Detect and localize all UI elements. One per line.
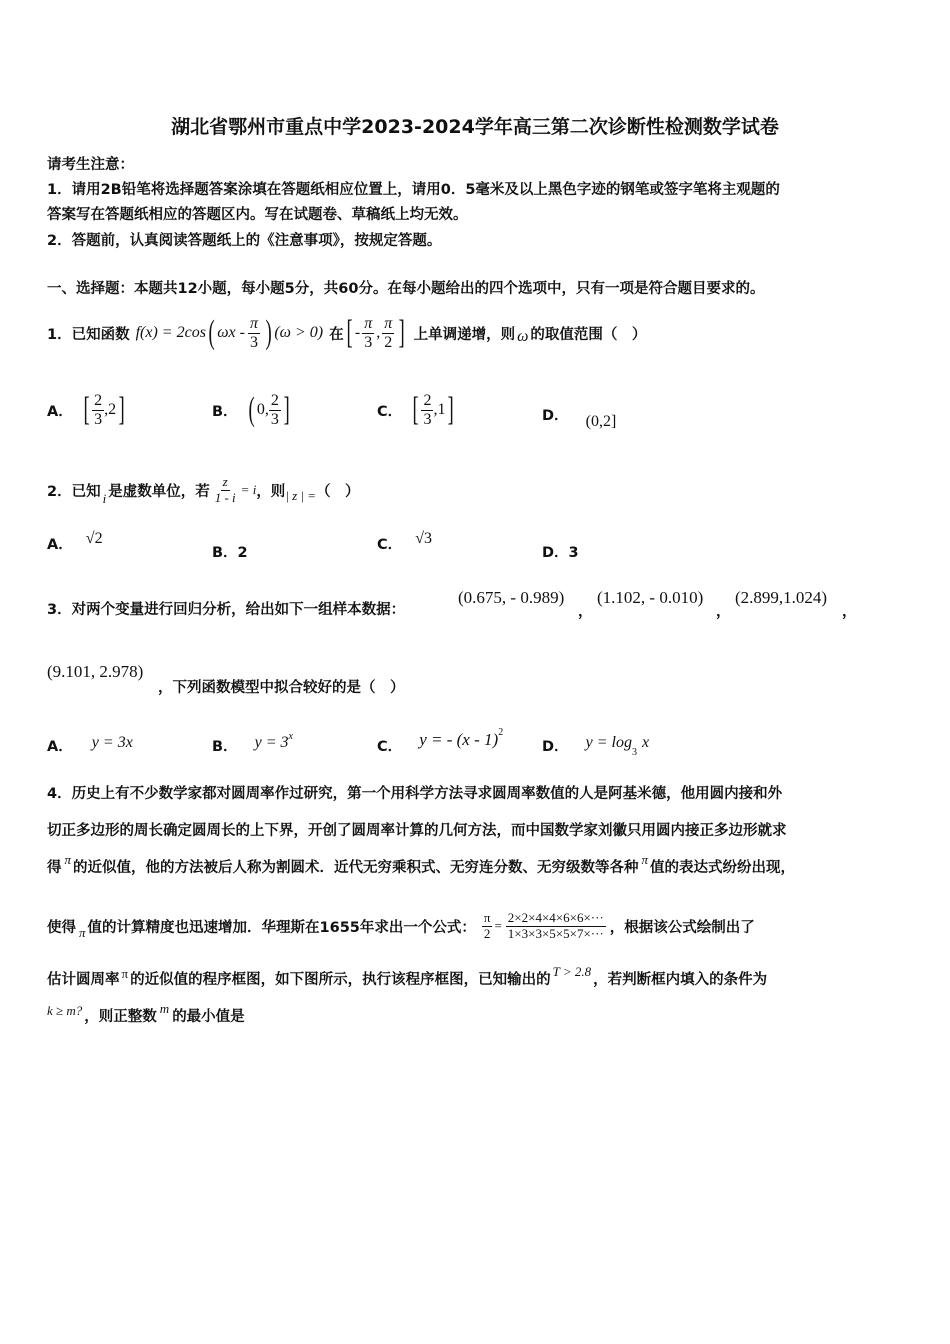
q3-point-4: (9.101, 2.978)	[47, 662, 144, 681]
q4-line-5c: ，若判断框内填入的条件为	[593, 972, 768, 988]
q2-option-a-label: A．	[47, 537, 73, 553]
q3-option-c-label: C．	[377, 739, 403, 755]
q1-paren-close: )	[265, 314, 272, 351]
q3-point-2: (1.102, - 0.010)	[597, 588, 704, 607]
q4-line-4c: ，根据该公式绘制出了	[609, 919, 755, 936]
q2-den: 1 - i	[214, 489, 236, 505]
q1-suffix-2: 的取值范围（ ）	[530, 326, 647, 343]
q2-mid: 是虚数单位，若	[108, 483, 210, 500]
q1-condition: (ω > 0)	[274, 324, 324, 341]
q3-c-value: y = - (x - 1)	[419, 730, 499, 749]
q4-pi-2: π	[641, 852, 649, 867]
q2-option-a	[47, 530, 103, 554]
q4-line-5a: 估计圆周率	[47, 972, 120, 988]
q3-tail: ，下列函数模型中拟合较好的是（ ）	[158, 680, 405, 696]
q1-three: 3	[249, 333, 258, 351]
q1-omega: ω	[517, 328, 529, 345]
q3-option-a-label: A．	[47, 739, 73, 755]
q1-pi-over-3	[248, 315, 260, 351]
q2-then: ，则	[256, 483, 286, 500]
q1-b-den: 3	[270, 410, 279, 428]
q4-pi-3: π	[79, 925, 86, 940]
q3-option-c	[377, 727, 504, 756]
q1-option-c: C． [ $\frac{2}{3}$ ,1 ]	[377, 391, 455, 428]
q3-option-b-label: B．	[212, 739, 238, 755]
q4-f-num: π	[483, 910, 491, 926]
q3-point-1: (0.675, - 0.989)	[458, 588, 565, 607]
q4-f-den: 2	[483, 925, 491, 941]
q4-m: m	[159, 1001, 170, 1016]
q1-option-a-label: A．	[47, 403, 73, 420]
q1-pi-over-2	[382, 315, 394, 351]
q2-c-value: √3	[415, 530, 432, 547]
q4-f-eq: =	[494, 918, 502, 933]
q4-wallis-product	[506, 911, 606, 941]
q2-option-d: D．3	[542, 545, 579, 561]
q4-pi-over-2	[482, 911, 493, 941]
q1-option-b: B． ( 0, $\frac{2}{3}$ ]	[212, 391, 290, 428]
q4-line-3	[47, 852, 796, 877]
notice-line-2: 答案写在答题纸相应的答题区内。写在试题卷、草稿纸上均无效。	[47, 207, 468, 223]
q4-pi-1: π	[64, 852, 72, 867]
q1-two: 2	[384, 333, 393, 351]
q1-pi-2: π	[364, 314, 373, 332]
q3-option-b	[212, 731, 293, 756]
q2-option-c-label: C．	[377, 537, 403, 553]
q1-function: f(x) = 2cos	[135, 324, 206, 341]
q2-option-b: B．2	[212, 545, 248, 561]
q3-c-sup: 2	[498, 727, 504, 739]
q1-option-d	[542, 404, 617, 430]
q3-prefix: 3．对两个变量进行回归分析，给出如下一组样本数据：	[47, 602, 406, 618]
q1-c-den: 3	[423, 410, 432, 428]
q4-p-den: 1×3×3×5×5×7×···	[507, 925, 604, 941]
q4-line-6	[47, 1001, 245, 1026]
q2-absz: | z | =	[285, 488, 317, 503]
q4-line-6a: ，则正整数	[84, 1009, 157, 1025]
q3-a-value: y = 3x	[91, 734, 133, 751]
section-heading: 一、选择题：本题共12小题，每小题5分，共60分。在每小题给出的四个选项中，只有一项是符合题目要求的。	[47, 281, 765, 297]
q4-p-num: 2×2×4×4×6×6×···	[507, 910, 604, 926]
q4-line-6b: 的最小值是	[172, 1009, 245, 1025]
q1-three-2: 3	[364, 333, 373, 351]
notice-line-1: 1．请用2B铅笔将选择题答案涂填在答题纸相应位置上，请用0．5毫米及以上黑色字迹的钢笔或签字笔将主观题的	[47, 182, 780, 198]
q4-line-1: 4．历史上有不少数学家都对圆周率作过研究，第一个用科学方法寻求圆周率数值的人是阿基米德，他用圆内接和外	[47, 786, 783, 802]
q1-option-a: A． [ $\frac{2}{3}$ ,2 ]	[47, 391, 125, 428]
q3-d-sub: 3	[631, 746, 637, 758]
q1-pi: π	[249, 314, 258, 332]
question-1: 1．已知函数 f(x) = 2cos ( ωx - $\frac{\pi}{3}$ ) (ω > 0) 在 [ - $\frac{\pi}{3}$ , $\frac{\pi}{2}$ ] 上单调递增，则 ω 的取值范围（ ）	[47, 314, 647, 351]
q3-comma-3: ，	[842, 604, 857, 620]
notice-heading: 请考生注意：	[47, 157, 134, 173]
q4-line-2: 切正多边形的周长确定圆周长的上下界，开创了圆周率计算的几何方法，而中国数学家刘徽只用圆内接正多边形就求	[47, 823, 787, 839]
q4-pi-4: π	[121, 966, 129, 981]
q1-neg-pi-over-3	[362, 315, 374, 351]
q3-option-a	[47, 735, 133, 756]
q1-bracket-open: [	[346, 314, 353, 351]
q1-in: 在	[329, 326, 344, 343]
q2-i: i	[102, 491, 107, 506]
q3-option-d	[542, 735, 649, 758]
q1-bracket-close: ]	[398, 314, 406, 351]
q3-point-3: (2.899,1.024)	[735, 588, 828, 607]
q1-pi-3: π	[384, 314, 393, 332]
q4-T: T > 2.8	[552, 964, 592, 979]
q3-b-sup: x	[288, 731, 293, 743]
q4-line-4b: 值的计算精度也迅速增加．华理斯在1655年求出一个公式：	[87, 919, 476, 936]
q2-a-value: √2	[85, 530, 103, 547]
q1-a-num: 2	[94, 391, 103, 409]
q2-eq: = i	[240, 482, 257, 497]
q1-inner: ωx -	[217, 324, 245, 341]
q1-option-b-label: B．	[212, 403, 238, 420]
q3-d-value: y = log	[585, 734, 632, 751]
q2-prefix: 2．已知	[47, 483, 101, 500]
q1-a-den: 3	[94, 410, 103, 428]
q4-line-4	[47, 904, 755, 948]
q1-b-num: 2	[270, 391, 279, 409]
q4-line-3a: 得	[47, 860, 62, 876]
q1-b-head: 0,	[256, 401, 269, 418]
q4-line-5b: 的近似值的程序框图，如下图所示，执行该程序框图，已知输出的	[130, 972, 551, 988]
q3-d-x: x	[642, 734, 650, 751]
q1-suffix: 上单调递增，则	[413, 326, 516, 343]
q3-comma-2: ，	[716, 604, 731, 620]
q2-z: z	[222, 474, 228, 490]
q4-line-3b: 的近似值，他的方法被后人称为割圆术．近代无穷乘积式、无穷连分数、无穷级数等各种	[73, 860, 639, 876]
q1-c-tail: ,1	[433, 401, 446, 418]
question-2	[47, 470, 360, 510]
q1-option-c-label: C．	[377, 403, 403, 420]
q1-neg: -	[354, 324, 361, 341]
q1-prefix: 1．已知函数	[47, 326, 130, 343]
q3-option-d-label: D．	[542, 739, 569, 755]
q4-line-4a: 使得	[47, 919, 76, 936]
notice-line-3: 2．答题前，认真阅读答题纸上的《注意事项》，按规定答题。	[47, 233, 442, 249]
q1-c-num: 2	[423, 391, 432, 409]
q4-k: k ≥ m?	[47, 1003, 83, 1018]
q4-line-3c: 值的表达式纷纷出现，	[650, 860, 796, 876]
q3-b-value: y = 3	[254, 734, 289, 751]
q1-d-value: (0,2]	[585, 413, 617, 430]
q1-paren-open: (	[208, 314, 215, 351]
q1-option-d-label: D．	[542, 408, 569, 424]
page-title: 湖北省鄂州市重点中学2023-2024学年高三第二次诊断性检测数学试卷	[171, 116, 779, 138]
q1-a-tail: ,2	[104, 401, 117, 418]
q4-line-5	[47, 964, 768, 989]
q2-option-c	[377, 530, 432, 554]
q2-fraction	[213, 475, 238, 505]
q2-tail: （ ）	[316, 483, 360, 500]
q3-comma-1: ，	[578, 604, 593, 620]
